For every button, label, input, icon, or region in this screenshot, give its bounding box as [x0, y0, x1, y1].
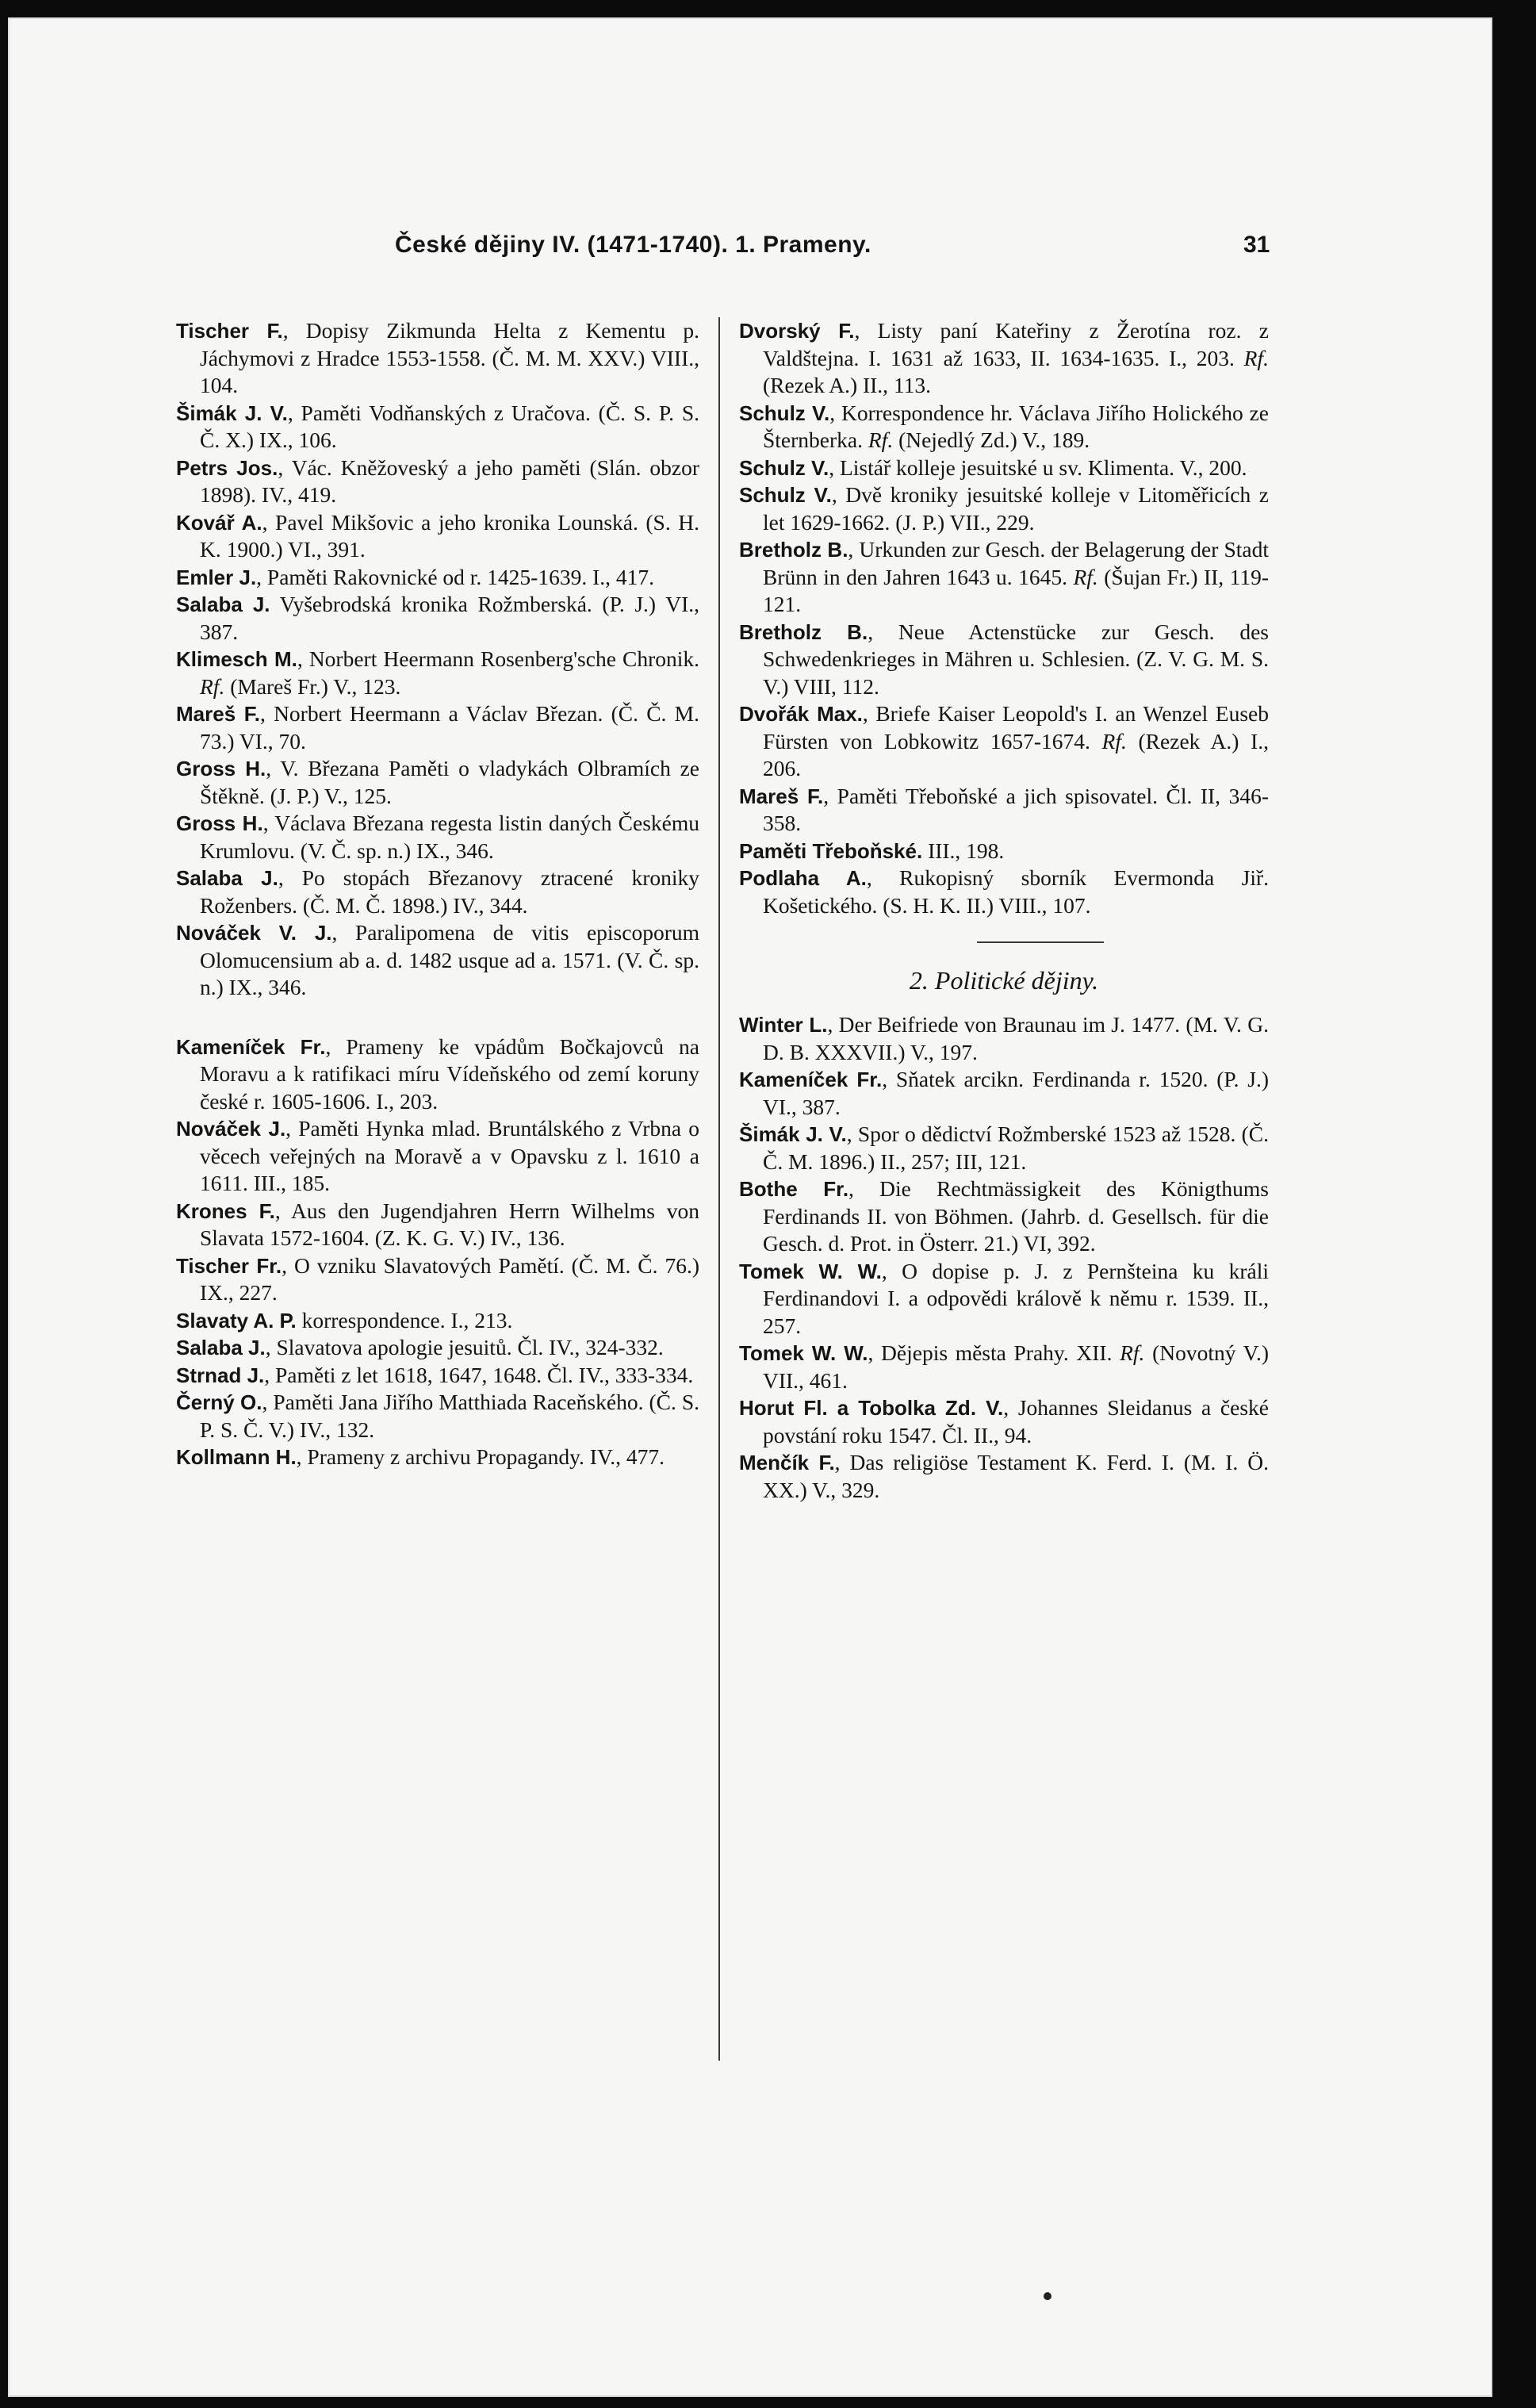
- entry-author: Gross H.: [176, 757, 266, 780]
- entry-text: , Norbert Heermann a Václav Březan. (Č. Č. M. 73.) VI., 70.: [200, 701, 699, 753]
- bibliography-entry: [176, 317, 699, 400]
- bibliography-entry: [176, 1115, 699, 1198]
- bibliography-entry: [176, 755, 699, 810]
- entry-text: , Paralipomena de vitis episcoporum Olomucensium ab a. d. 1482 usque ad a. 1571. (V. Č. sp. n.) IX., 346.: [200, 920, 699, 999]
- entry-author: Schulz V.: [739, 483, 832, 507]
- entry-text: , Po stopách Březanovy ztracené kroniky Roženbers. (Č. M. Č. 1898.) IV., 344.: [200, 865, 699, 918]
- bibliography-entry: [176, 1334, 699, 1362]
- entry-author: Kameníček Fr.: [176, 1034, 326, 1059]
- bibliography-entry: [739, 1449, 1269, 1504]
- bibliography-entry: [739, 1175, 1269, 1258]
- entry-author: Salaba J.: [176, 866, 278, 890]
- bibliography-entry: [739, 865, 1269, 919]
- entry-ref: Rf.: [1073, 564, 1098, 589]
- bibliography-entry: [176, 700, 699, 755]
- bibliography-entry: [176, 1444, 699, 1471]
- entry-author: Šimák J. V.: [739, 1122, 847, 1146]
- entry-author: Mareš F.: [176, 702, 260, 726]
- bibliography-entry: [176, 919, 699, 1002]
- entry-text: , Slavatova apologie jesuitů. Čl. IV., 324-332.: [265, 1335, 664, 1359]
- entry-text: , Paměti z let 1618, 1647, 1648. Čl. IV., 333-334.: [264, 1362, 694, 1387]
- entry-author: Tischer Fr.: [176, 1253, 282, 1278]
- entry-author: Bretholz B.: [739, 538, 848, 562]
- entry-author: Slavaty A. P.: [176, 1308, 297, 1332]
- entry-author: Strnad J.: [176, 1363, 265, 1387]
- entry-ref: Rf.: [868, 428, 894, 452]
- right-column-entries: [739, 317, 1269, 919]
- entry-text: , Paměti Vodňanských z Uračova. (Č. S. P. S. Č. X.) IX., 106.: [200, 400, 700, 452]
- entry-ref: Rf.: [200, 673, 225, 699]
- bibliography-entry: [739, 454, 1269, 482]
- entry-author: Klimesch M.: [176, 647, 297, 671]
- entry-author: Kollmann H.: [176, 1445, 297, 1469]
- entry-text-after: (Nejedlý Zd.) V., 189.: [893, 428, 1090, 452]
- section-heading: 2. Politické dějiny.: [909, 965, 1099, 995]
- entry-author: Gross H.: [176, 811, 263, 835]
- entry-text-after: (Rezek A.) II., 113.: [763, 373, 932, 397]
- bibliography-entry: [739, 536, 1269, 619]
- entry-text: , Prameny ke vpádům Bočkajovců na Moravu a k ratifikaci míru Vídeňského od zemí koruny české r. 1605-1606. I., 203.: [200, 1033, 699, 1114]
- entry-text: , Korrespondence hr. Václava Jiřího Holického ze Šternberka.: [763, 400, 1269, 452]
- entry-author: Horut Fl. a Tobolka Zd. V.: [739, 1396, 1004, 1420]
- entry-text: , V. Březana Paměti o vladykách Olbramích ze Štěkně. (J. P.) V., 125.: [200, 756, 699, 808]
- entry-author: Schulz V.: [739, 455, 829, 480]
- entry-text: , Paměti Rakovnické od r. 1425-1639. I., 417.: [256, 564, 654, 589]
- entry-author: Nováček J.: [176, 1117, 286, 1141]
- entry-author: Winter L.: [739, 1013, 828, 1037]
- entry-author: Krones F.: [176, 1198, 275, 1223]
- entry-text-after: (Novotný V.) VII., 461.: [763, 1340, 1269, 1393]
- bibliography-entry: [739, 481, 1269, 536]
- bibliography-entry: [176, 1252, 699, 1307]
- bibliography-entry: [739, 700, 1269, 783]
- entry-text: , Johannes Sleidanus a české povstání roku 1547. Čl. II., 94.: [763, 1395, 1269, 1447]
- section-rule: [977, 941, 1104, 943]
- running-header: [0, 232, 1536, 263]
- bibliography-entry: [739, 1340, 1269, 1394]
- entry-text-after: (Rezek A.) I., 206.: [763, 728, 1269, 780]
- entry-text: , Paměti Třeboňské a jich spisovatel. Čl. II, 346-358.: [763, 783, 1269, 835]
- entry-text: , Norbert Heermann Rosenberg'sche Chronik.: [297, 646, 699, 671]
- column-divider: [718, 317, 720, 2061]
- entry-text: , Die Rechtmässigkeit des Königthums Ferdinands II. von Böhmen. (Jahrb. d. Gesellsch. für die Gesch. d. Prot. in Österr. 21.) VI, 392.: [763, 1176, 1270, 1256]
- entry-author: Dvorský F.: [739, 319, 855, 343]
- entry-text: , Vác. Kněžoveský a jeho paměti (Slán. obzor 1898). IV., 419.: [200, 454, 699, 507]
- bibliography-entry: [739, 1394, 1269, 1449]
- entry-text: Vyšebrodská kronika Rožmberská. (P. J.) VI., 387.: [200, 592, 699, 644]
- entry-ref: Rf.: [1120, 1340, 1145, 1365]
- bibliography-entry: [176, 509, 699, 564]
- entry-text: , Paměti Hynka mlad. Bruntálského z Vrbna o věcech veřejných na Moravě a v Opavsku z l. 1610 a 1611. III., 185.: [200, 1116, 699, 1195]
- entry-text: III., 198.: [922, 838, 1005, 863]
- entry-author: Šimák J. V.: [176, 401, 288, 425]
- entry-text: , Václava Březana regesta listin daných Českému Krumlovu. (V. Č. sp. n.) IX., 346.: [200, 811, 699, 863]
- left-column: [176, 317, 699, 1471]
- ink-speck: [1044, 2292, 1051, 2300]
- entry-text: , Rukopisný sborník Evermonda Jiř. Košetického. (S. H. K. II.) VIII., 107.: [763, 865, 1269, 918]
- bibliography-entry: [176, 810, 699, 865]
- entry-text: , Neue Actenstücke zur Gesch. des Schwedenkrieges in Mähren u. Schlesien. (Z. V. G. M. S. V.) VIII, 112.: [763, 619, 1269, 699]
- entry-text: , Dvě kroniky jesuitské kolleje v Litoměřicích z let 1629-1662. (J. P.) VII., 229.: [763, 482, 1269, 535]
- entry-text: , Sňatek arcikn. Ferdinanda r. 1520. (P. J.) VI., 387.: [763, 1067, 1270, 1119]
- entry-text: , O vzniku Slavatových Pamětí. (Č. M. Č. 76.) IX., 227.: [200, 1252, 700, 1305]
- bibliography-entry: [176, 400, 699, 454]
- bibliography-entry: [176, 1389, 699, 1444]
- entry-author: Schulz V.: [739, 401, 830, 425]
- bibliography-entry: [739, 1121, 1269, 1175]
- entry-author: Paměti Třeboňské.: [739, 838, 923, 863]
- bibliography-entry: [739, 1066, 1269, 1121]
- entry-author: Tischer F.: [176, 319, 283, 343]
- bibliography-entry: [176, 564, 699, 592]
- bibliography-entry: [176, 591, 699, 646]
- bibliography-entry: [739, 400, 1269, 454]
- entry-author: Petrs Jos.: [176, 455, 278, 480]
- bibliography-entry: [176, 865, 699, 919]
- entry-author: Bothe Fr.: [739, 1177, 849, 1201]
- entry-author: Dvořák Max.: [739, 702, 863, 726]
- entry-text: , O dopise p. J. z Pernšteina ku králi Ferdinandovi I. a odpovědi králově k němu r. 1539. II., 257.: [763, 1258, 1269, 1338]
- entry-author: Tomek W. W.: [739, 1259, 882, 1283]
- entry-author: Menčík F.: [739, 1451, 835, 1474]
- entry-author: Tomek W. W.: [739, 1341, 868, 1365]
- bibliography-entry: [176, 1307, 699, 1335]
- entry-text: , Pavel Mikšovic a jeho kronika Lounská. (S. H. K. 1900.) VI., 391.: [200, 509, 699, 562]
- bibliography-entry: [176, 1362, 699, 1390]
- bibliography-entry: [176, 1033, 699, 1116]
- entry-ref: Rf.: [1101, 728, 1127, 753]
- entry-text: korrespondence. I., 213.: [296, 1307, 513, 1332]
- entry-text: , Spor o dědictví Rožmberské 1523 až 1528. (Č. Č. M. 1896.) II., 257; III, 121.: [763, 1122, 1270, 1174]
- bibliography-entry: [739, 619, 1269, 701]
- bibliography-entry: [739, 838, 1269, 865]
- political-history-entries: [739, 1011, 1269, 1504]
- entry-ref: Rf.: [1243, 345, 1269, 370]
- bibliography-entry: [176, 1198, 699, 1252]
- bibliography-entry: [739, 783, 1269, 838]
- entry-text: , Dějepis města Prahy. XII.: [868, 1340, 1120, 1365]
- entry-author: Salaba J.: [176, 592, 270, 616]
- entry-text: , Paměti Jana Jiřího Matthiada Raceňského. (Č. S. P. S. Č. V.) IV., 132.: [200, 1390, 699, 1442]
- entry-text-after: (Mareš Fr.) V., 123.: [224, 673, 401, 699]
- entry-author: Černý O.: [176, 1390, 262, 1414]
- entry-text: , Listář kolleje jesuitské u sv. Klimenta. V., 200.: [829, 454, 1247, 480]
- entry-author: Salaba J.: [176, 1336, 266, 1359]
- bibliography-entry: [176, 646, 699, 700]
- entry-text: , Urkunden zur Gesch. der Belagerung der Stadt Brünn in den Jahren 1643 u. 1645.: [763, 537, 1269, 589]
- page-number: 31: [1243, 232, 1270, 258]
- entry-author: Kovář A.: [176, 510, 262, 535]
- entry-text-after: (Šujan Fr.) II, 119-121.: [763, 564, 1270, 616]
- entry-text: , Listy paní Kateřiny z Žerotína roz. z Valdštejna. I. 1631 až 1633, II. 1634-1635. I., 203.: [763, 318, 1269, 370]
- section-gap: [176, 1002, 699, 1033]
- entry-author: Nováček V. J.: [176, 921, 332, 945]
- bibliography-entry: [739, 1011, 1269, 1066]
- bibliography-entry: [176, 454, 699, 509]
- entry-text: , Dopisy Zikmunda Helta z Kementu p. Jáchymovi z Hradce 1553-1558. (Č. M. M. XXV.) VIII., 104.: [200, 318, 700, 397]
- entry-text: , Prameny z archivu Propagandy. IV., 477.: [296, 1444, 665, 1469]
- entry-author: Mareš F.: [739, 784, 824, 808]
- running-title: České dějiny IV. (1471-1740). 1. Prameny.: [395, 232, 871, 258]
- entry-text: , Briefe Kaiser Leopold's I. an Wenzel Euseb Fürsten von Lobkowitz 1657-1674.: [763, 701, 1269, 753]
- right-column: [739, 317, 1269, 1504]
- entry-author: Podlaha A.: [739, 866, 867, 890]
- bibliography-entry: [739, 1258, 1269, 1340]
- entry-text: , Der Beifriede von Braunau im J. 1477. (M. V. G. D. B. XXXVII.) V., 197.: [763, 1012, 1270, 1064]
- entry-author: Kameníček Fr.: [739, 1068, 883, 1091]
- entry-text: , Aus den Jugendjahren Herrn Wilhelms von Slavata 1572-1604. (Z. K. G. V.) IV., 136.: [200, 1198, 699, 1250]
- bibliography-entry: [739, 317, 1269, 400]
- entry-author: Emler J.: [176, 565, 257, 589]
- entry-author: Bretholz B.: [739, 619, 868, 644]
- entry-text: , Das religiöse Testament K. Ferd. I. (M. I. Ö. XX.) V., 329.: [763, 1450, 1269, 1502]
